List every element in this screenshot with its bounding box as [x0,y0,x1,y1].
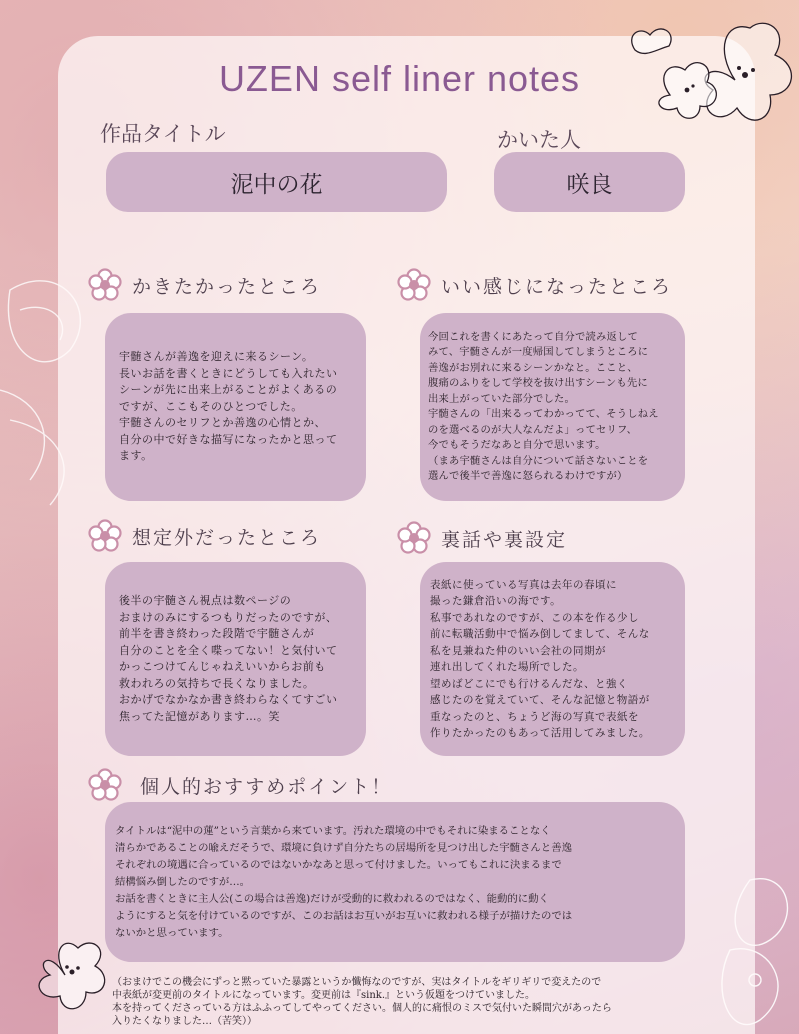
section-heading-text: 想定外だったところ [132,526,322,549]
section-heading-text: 裏話や裏設定 [441,528,568,551]
flower-icon [88,519,122,553]
card-text: 今回これを書くにあたって自分で読み返して みて、宇髄さんが一度帰国してしまうところに 善逸がお別れに来るシーンかなと。ここと、 腹痛のふりをして学校を抜け出すシーンも先に 出来上がっていた部分でした。 宇髄さんの「出来るってわかってて、そうしねえ のを選べるのが大人なんだよ」ってセリフ、 今でもそうだなあと自分で思います。 （まあ宇髄さんは自分について話さないことを 選んで後半で善逸に怒られるわけですが） [428,330,659,482]
section-heading-text: かきたかったところ [132,275,322,298]
author-value: 咲良 [566,171,613,198]
card-recommend [105,802,685,962]
footnote: （おまけでこの機会にずっと黙っていた暴露というか懺悔なのですが、実はタイトルをギリギリで変えたので 中表紙が変更前のタイトルになっています。変更前は『sink.』という仮題をつけていました。 本を持ってくださっている方はふふってしてやってください。個人的に痛恨のミスで気付いた瞬間穴があったら 入りたくなりました…（苦笑）） [112,977,612,1027]
sketch-flower-bottom-left [20,930,115,1020]
card-wanted [105,313,366,501]
card-unexpected [105,562,366,756]
card-behind-story [420,562,685,756]
section-heading-unexpected [88,519,321,553]
flower-icon [397,521,431,555]
section-heading-text: いい感じになったところ [441,275,673,298]
flower-icon [88,768,122,802]
work-title-field [106,152,447,212]
flower-icon [397,268,431,302]
section-heading-recommend [88,768,392,802]
card-text: 表紙に使っている写真は去年の春頃に 撮った鎌倉沿いの海です。 私事であれなのですが、この本を作る少し 前に転職活動中で悩み倒してまして、そんな 私を見兼ねた仲のいい会社の同期が 連れ出してくれた場所でした。 望めばどこにでも行けるんだな、と強く 感じたのを覚えていて、そんな記憶と物語が 重なったのと、ちょうど海の写真で表紙を 作りたかったのもあって活用してみました。 [430,578,650,739]
section-heading-text: 個人的おすすめポイント！ [140,775,393,798]
flower-icon [88,268,122,302]
author-field [494,152,685,212]
card-text: タイトルは“泥中の蓮”という言葉から来ています。汚れた環境の中でもそれに染まることなく 清らかであることの喩えだそうで、環境に負けず自分たちの居場所を見つけ出した宇髄さんと善逸 それぞれの境遇に合っているのではないかなあと思って付けました。いってもこれに決まるまで 結構悩み倒したのですが…。 お話を書くときに主人公(この場合は善逸)だけが受動的に救われるのではなく、能動的に動く ようにすると気を付けているのですが、このお話はお互いがお互いに救われる様子が描けたのでは ないかと思っています。 [115,824,573,939]
card-good [420,313,685,501]
section-heading-good [397,268,672,302]
card-text: 後半の宇髄さん視点は数ページの おまけのみにするつもりだったのですが、 前半を書き終わった段階で宇髄さんが 自分のことを全く喋ってない！と気付いて かっこつけてんじゃねえいいからお前も 救われろの気持ちで長くなりました。 おかげでなかなか書き終わらなくてすごい 焦ってた記憶があります…。笑 [119,594,338,723]
work-title-value: 泥中の花 [230,171,323,198]
section-heading-behind-story [397,521,567,555]
author-label: かいた人 [497,128,581,152]
section-heading-wanted [88,268,321,302]
card-text: 宇髄さんが善逸を迎えに来るシーン。 長いお話を書くときにどうしても入れたい シーンが先に出来上がることがよくあるの ですが、ここもそのひとつでした。 宇髄さんのセリフとか善逸の心情とか、 自分の中で好きな描写になったかと思って ます。 [119,350,338,463]
title-label: 作品タイトル [100,122,226,146]
page-title: UZEN self liner notes [218,58,581,99]
